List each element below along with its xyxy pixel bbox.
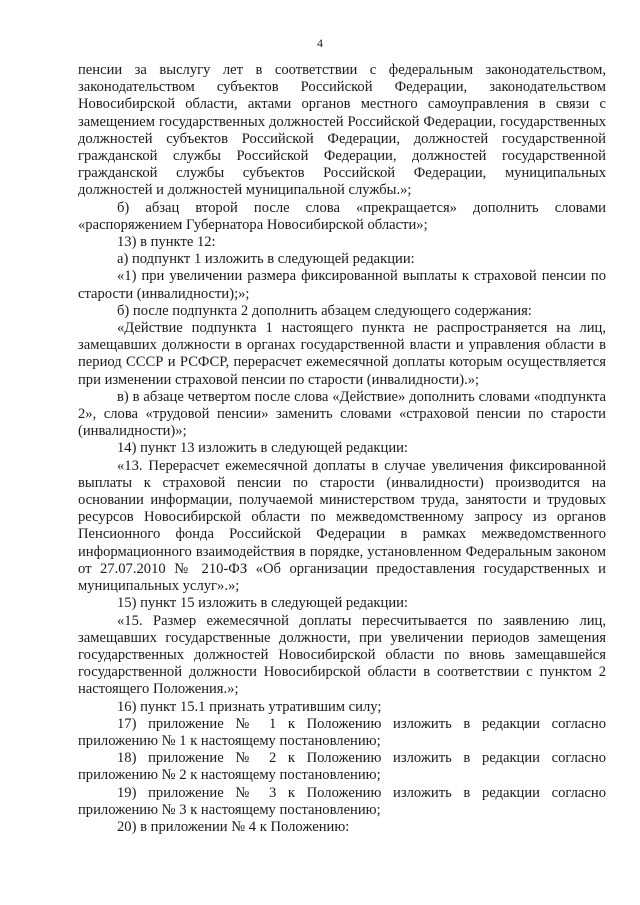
paragraph: б) после подпункта 2 дополнить абзацем следующего содержания:: [117, 302, 532, 319]
page-number: 4: [317, 36, 323, 50]
paragraph: б) абзац второй после слова «прекращается» дополнить словами «распоряжением Губернатора Новосибирской области»;: [78, 199, 606, 233]
document-body: [78, 62, 606, 836]
paragraph: «1) при увеличении размера фиксированной выплаты к страховой пенсии по старости (инвалидности);»;: [78, 268, 606, 302]
paragraph: 16) пункт 15.1 признать утратившим силу;: [117, 698, 382, 715]
paragraph: «15. Размер ежемесячной доплаты пересчитывается по заявлению лиц, замещавших государственные должности, при увеличении периодов замещения государственных должностей Новосибирской области по вновь замещавшейся государственной должности Новосибирской области в соответствии с пунктом 2 настоящего Положения.»;: [78, 612, 606, 698]
paragraph: в) в абзаце четвертом после слова «Действие» дополнить словами «подпункта 2», слова «трудовой пенсии» заменить словами «страховой пенсии по старости (инвалидности)»;: [78, 388, 606, 440]
paragraph: а) подпункт 1 изложить в следующей редакции:: [117, 251, 415, 268]
paragraph: 18) приложение № 2 к Положению изложить в редакции согласно приложению № 2 к настоящему постановлению;: [78, 750, 606, 784]
paragraph: «Действие подпункта 1 настоящего пункта не распространяется на лиц, замещавших должности в органах государственной власти и управления области в период СССР и РСФСР, перерасчет ежемесячной доплаты которым осуществляется при изменении страховой пенсии по старости (инвалидности).»;: [78, 320, 606, 388]
paragraph: 13) в пункте 12:: [117, 234, 216, 251]
paragraph: «13. Перерасчет ежемесячной доплаты в случае увеличения фиксированной выплаты к страховой пенсии по старости (инвалидности) производится на основании информации, получаемой министерством труда, занятости и трудовых ресурсов Новосибирской области по межведомственному запросу из органов Пенсионного фонда Российской Федерации в рамках межведомственного информационного взаимодействия в порядке, установленном Федеральным законом от 27.07.2010 № 210-ФЗ «Об организации предоставления государственных и муниципальных услуг».»;: [78, 457, 606, 595]
paragraph: пенсии за выслугу лет в соответствии с федеральным законодательством, законодательством субъектов Российской Федерации, законодательством Новосибирской области, актами органов местного самоуправления в связи с замещением государственных должностей Российской Федерации, государственных должностей субъектов Российской Федерации, должностей государственной гражданской службы Российской Федерации, должностей государственной гражданской службы субъектов Российской Федерации, муниципальных должностей и должностей муниципальной службы.»;: [78, 62, 606, 199]
paragraph: 14) пункт 13 изложить в следующей редакции:: [117, 440, 408, 457]
paragraph: 15) пункт 15 изложить в следующей редакции:: [117, 595, 408, 612]
paragraph: 20) в приложении № 4 к Положению:: [117, 818, 350, 835]
paragraph: 19) приложение № 3 к Положению изложить в редакции согласно приложению № 3 к настоящему постановлению;: [78, 784, 606, 818]
paragraph: 17) приложение № 1 к Положению изложить в редакции согласно приложению № 1 к настоящему постановлению;: [78, 715, 606, 749]
